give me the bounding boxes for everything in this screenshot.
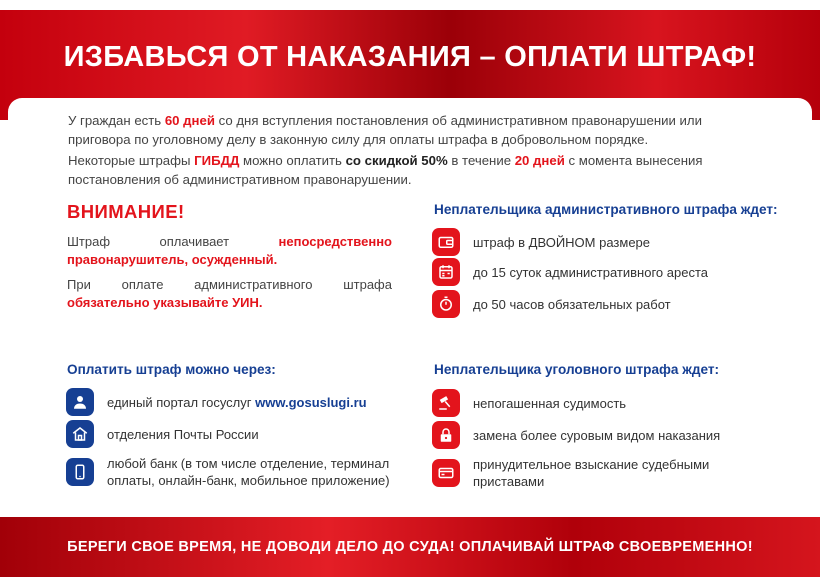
intro-paragraph-1: У граждан есть 60 дней со дня вступления постановления об административном правонарушении или приговора по уголовному делу в законную силу для оплаты штрафа в добровольном порядке. [68, 113, 702, 147]
footer-banner [0, 517, 820, 577]
attention-paragraph-2: При оплате административного штрафа обязательно указывайте УИН. [67, 277, 392, 310]
pay-heading: Оплатить штраф можно через: [67, 362, 276, 377]
pay-item: любой банк (в том числе отделение, терминал оплаты, онлайн-банк, мобильное приложение) [66, 455, 396, 489]
criminal-item: принудительное взыскание судебными приставами [432, 456, 762, 490]
footer-slogan: БЕРЕГИ СВОЕ ВРЕМЯ, НЕ ДОВОДИ ДЕЛО ДО СУДА! ОПЛАЧИВАЙ ШТРАФ СВОЕВРЕМЕННО! [67, 539, 753, 555]
attention-paragraph-1: Штраф оплачивает непосредственно правонарушитель, осужденный. [67, 234, 392, 267]
house-icon [66, 420, 94, 448]
lock-icon [432, 421, 460, 449]
card-icon [432, 459, 460, 487]
pay-item: отделения Почты России [66, 420, 259, 448]
stopwatch-icon [432, 290, 460, 318]
phone-icon [66, 458, 94, 486]
criminal-item: замена более суровым видом наказания [432, 421, 720, 449]
gavel-icon [432, 389, 460, 417]
pay-item: единый портал госуслуг www.gosuslugi.ru [66, 388, 367, 416]
criminal-heading: Неплательщика уголовного штрафа ждет: [434, 362, 720, 377]
intro-paragraph-2: Некоторые штрафы ГИБДД можно оплатить со скидкой 50% в течение 20 дней с момента вынесения постановления об административном правонарушении. [68, 153, 703, 187]
admin-item: до 15 суток административного ареста [432, 258, 708, 286]
gosuslugi-link[interactable]: www.gosuslugi.ru [255, 394, 367, 410]
admin-heading: Неплательщика административного штрафа ждет: [434, 202, 778, 217]
admin-item: штраф в ДВОЙНОМ размере [432, 228, 650, 256]
intro-text [68, 111, 768, 191]
admin-item: до 50 часов обязательных работ [432, 290, 671, 318]
page-title: ИЗБАВЬСЯ ОТ НАКАЗАНИЯ – ОПЛАТИ ШТРАФ! [63, 40, 757, 73]
attention-title: ВНИМАНИЕ! [67, 201, 185, 222]
criminal-item: непогашенная судимость [432, 389, 626, 417]
user-icon [66, 388, 94, 416]
wallet-icon [432, 228, 460, 256]
attention-text [67, 233, 392, 319]
calendar-icon [432, 258, 460, 286]
